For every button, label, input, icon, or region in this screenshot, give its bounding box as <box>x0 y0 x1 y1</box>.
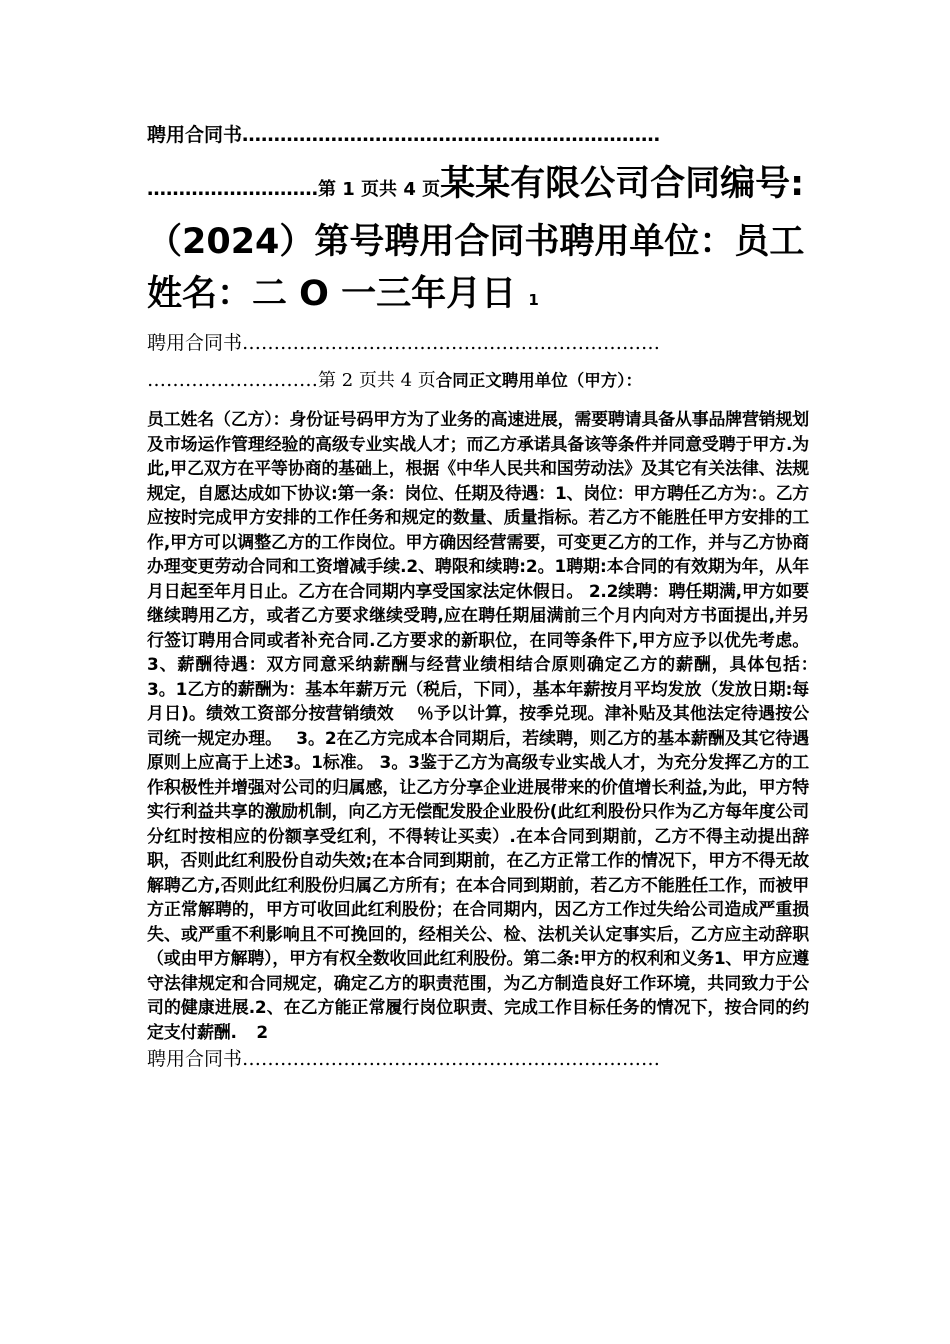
header-dots: ………………………………………………………… <box>242 332 661 354</box>
header-1-second-line <box>147 158 809 326</box>
section-title: 合同正文聘用单位（甲方）： <box>435 371 643 390</box>
header-dots: ………………………………………………………… <box>242 124 661 146</box>
header-title: 聘用合同书 <box>147 332 243 354</box>
header-title: 聘用合同书 <box>147 1048 243 1070</box>
running-header-3 <box>147 1044 809 1074</box>
body-paragraph: 员工姓名（乙方）：身份证号码甲方为了业务的高速进展，需要聘请具备从事品牌营销规划及市场运作管理经验的高级专业实战人才；而乙方承诺具备该等条件并同意受聘于甲方.为此,甲乙双方在平等协商的基础上，根据《中华人民共和国劳动法》及其它有关法律、法规规定，自愿达成如下协议:第一条：岗位、任期及待遇：1、岗位：甲方聘任乙方为：。乙方应按时完成甲方安排的工作任务和规定的数量、质量指标。若乙方不能胜任甲方安排的工作,甲方可以调整乙方的工作岗位。甲方确因经营需要，可变更乙方的工作，并与乙方协商办理变更劳动合同和工资增减手续.2、聘限和续聘:2。1聘期:本合同的有效期为年，从年月日起至年月日止。乙方在合同期内享受国家法定休假日。 2.2续聘：聘任期满,甲方如要继续聘用乙方，或者乙方要求继续受聘,应在聘任期届满前三个月内向对方书面提出,并另行签订聘用合同或者补充合同.乙方要求的新职位，在同等条件下,甲方应予以优先考虑。 3、薪酬待遇：双方同意采纳薪酬与经营业绩相结合原则确定乙方的薪酬，具体包括： 3。1乙方的薪酬为：基本年薪万元（税后，下同），基本年薪按月平均发放（发放日期:每月日)。绩效工资部分按营销绩效 ％予以计算，按季兑现。津补贴及其他法定待遇按公司统一规定办理。 3。2在乙方完成本合同期后，若续聘，则乙方的基本薪酬及其它待遇原则上应高于上述3。1标准。 3。3鉴于乙方为高级专业实战人才，为充分发挥乙方的工作积极性并增强对公司的归属感，让乙方分享企业进展带来的价值增长利益,为此，甲方特实行利益共享的激励机制，向乙方无偿配发股企业股份(此红利股份只作为乙方每年度公司分红时按相应的份额享受红利，不得转让买卖）.在本合同到期前，乙方不得主动提出辞职，否则此红利股份自动失效;在本合同到期前，在乙方正常工作的情况下，甲方不得无故解聘乙方,否则此红利股份归属乙方所有；在本合同到期前，若乙方不能胜任工作，而被甲方正常解聘的，甲方可收回此红利股份；在合同期内，因乙方工作过失给公司造成严重损失、或严重不利影响且不可挽回的，经相关公、检、法机关认定事实后，乙方应主动辞职（或由甲方解聘），甲方有权全数收回此红利股份。第二条:甲方的权利和义务1、甲方应遵守法律规定和合同规定，确定乙方的职责范围，为乙方制造良好工作环境，共同致力于公司的健康进展.2、在乙方能正常履行岗位职责、完成工作目标任务的情况下，按合同的约定支付薪酬. <box>147 409 832 1042</box>
page-label: 第 2 页共 4 页 <box>318 370 436 391</box>
running-header-1 <box>147 120 809 150</box>
header-title: 聘用合同书 <box>147 124 243 146</box>
contract-body <box>147 407 832 1044</box>
page-number: 2 <box>256 1021 268 1042</box>
document-page <box>147 118 832 1074</box>
header-dots-continued: ……………………… <box>147 178 318 200</box>
header-dots-continued: ……………………… <box>147 369 318 391</box>
cover-title: 某某有限公司合同编号:（2024）第号聘用合同书聘用单位：员工姓名：二 O 一三年月日 <box>147 164 805 314</box>
running-header-2 <box>147 328 809 358</box>
cover-block <box>147 158 809 326</box>
running-header-2-line2 <box>147 365 809 395</box>
header-dots: ………………………………………………………… <box>242 1048 661 1070</box>
page-number: 1 <box>528 291 539 309</box>
page-label: 第 1 页共 4 页 <box>318 179 441 200</box>
